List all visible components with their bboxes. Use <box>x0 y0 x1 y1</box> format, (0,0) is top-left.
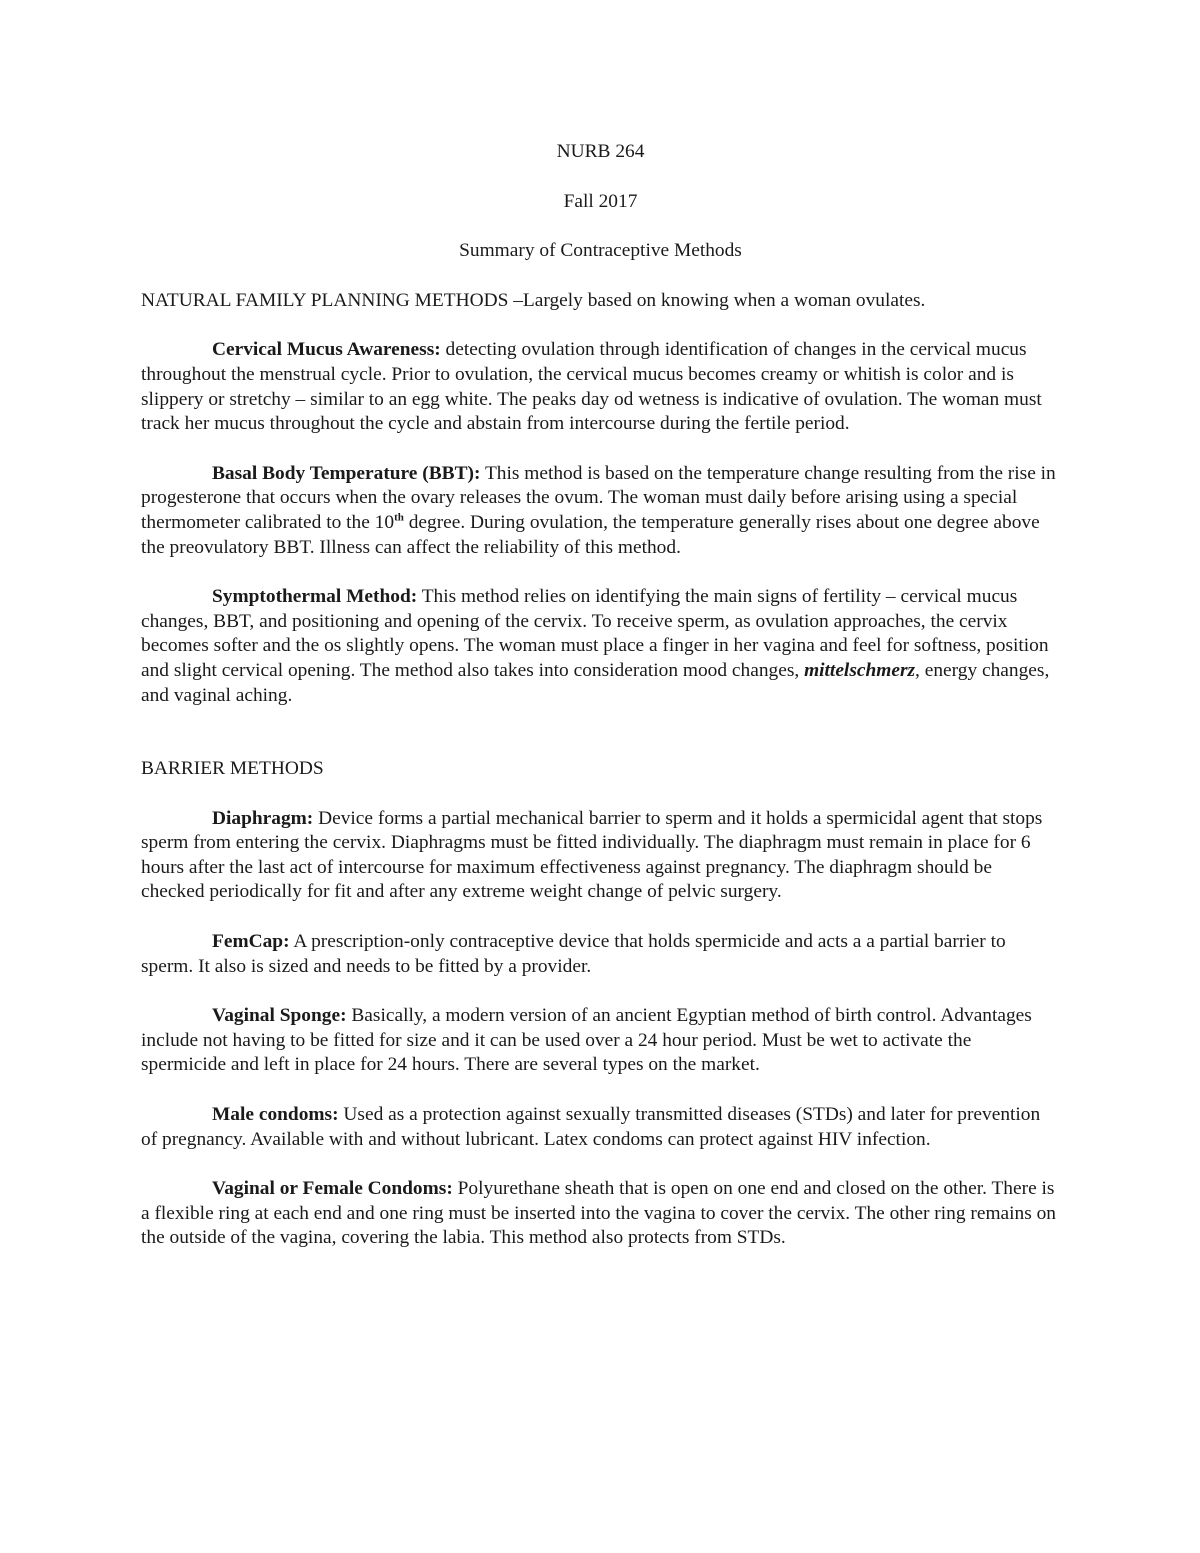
entry-label: Diaphragm: <box>212 807 314 829</box>
entry-male-condoms <box>141 1103 1060 1152</box>
entry-text-continued: degree. During ovulation, the temperature generally rises about one degree above the preovulatory BBT. Illness can affect the reliability of this method. <box>141 511 1040 558</box>
entry-label: Cervical Mucus Awareness: <box>212 339 441 361</box>
entry-text: Used as a protection against sexually transmitted diseases (STDs) and later for prevention of pregnancy. Available with and without lubricant. Latex condoms can protect against HIV infection. <box>141 1104 1041 1150</box>
entry-text-continued: , energy changes, and vaginal aching. <box>141 659 1050 706</box>
entry-text: This method is based on the temperature change resulting from the rise in progesterone that occurs when the ovary releases the ovum. The woman must daily before arising using a special thermometer calibrated to the 10 <box>141 462 1056 533</box>
entry-label: Vaginal or Female Condoms: <box>212 1178 453 1200</box>
entry-basal-body-temperature <box>141 462 1060 560</box>
entry-text: Polyurethane sheath that is open on one end and closed on the other. There is a flexible ring at each end and one ring must be inserted into the vagina to cover the cervix. The other ring remains on the outside of the vagina, covering the labia. This method also protects from STDs. <box>141 1178 1057 1249</box>
entry-label: Symptothermal Method: <box>212 586 418 608</box>
entry-text: A prescription-only contraceptive device that holds spermicide and acts a a partial barrier to sperm. It also is sized and needs to be fitted by a provider. <box>141 931 1006 977</box>
entry-text: This method relies on identifying the main signs of fertility – cervical mucus changes, BBT, and positioning and opening of the cervix. To receive sperm, as ovulation approaches, the cervix becomes softer and the os slightly opens. The woman must place a finger in her vagina and feel for softness, position and slight cervical opening. The method also takes into consideration mood changes, <box>141 586 1049 681</box>
entry-female-condoms <box>141 1177 1060 1251</box>
entry-label: Basal Body Temperature (BBT): <box>212 462 481 484</box>
course-code: NURB 264 <box>556 141 645 162</box>
entry-femcap <box>141 930 1060 979</box>
entry-cervical-mucus <box>141 338 1060 436</box>
course-term: Fall 2017 <box>563 190 638 212</box>
ordinal-superscript: th <box>394 511 404 524</box>
entry-text: Device forms a partial mechanical barrier to sperm and it holds a spermicidal agent that stops sperm from entering the cervix. Diaphragms must be fitted individually. The diaphragm must remain in place for 6 hours after the last act of intercourse for maximum effectiveness against pregnancy. The diaphragm should be checked periodically for fit and after any extreme weight change of pelvic surgery. <box>141 807 1043 903</box>
section-heading-natural: NATURAL FAMILY PLANNING METHODS –Largely based on knowing when a woman ovulates. <box>141 289 926 311</box>
section-heading-barrier: BARRIER METHODS <box>141 758 324 780</box>
entry-vaginal-sponge <box>141 1004 1060 1078</box>
document-title: Summary of Contraceptive Methods <box>459 240 742 262</box>
entry-label: Male condoms: <box>212 1104 339 1126</box>
emphasized-term: mittelschmerz <box>804 659 916 681</box>
entry-label: FemCap: <box>212 931 290 953</box>
entry-diaphragm <box>141 807 1060 905</box>
entry-text: Basically, a modern version of an ancient Egyptian method of birth control. Advantages include not having to be fitted for size and it can be used over a 24 hour period. Must be wet to activate the spermicide and left in place for 24 hours. There are several types on the market. <box>141 1005 1032 1076</box>
entry-text: detecting ovulation through identification of changes in the cervical mucus throughout the menstrual cycle. Prior to ovulation, the cervical mucus becomes creamy or whitish is color and is slippery or stretchy – similar to an egg white. The peaks day od wetness is indicative of ovulation. The woman must track her mucus throughout the cycle and abstain from intercourse during the fertile period. <box>141 339 1042 435</box>
entry-symptothermal <box>141 585 1060 708</box>
entry-label: Vaginal Sponge: <box>212 1005 347 1027</box>
